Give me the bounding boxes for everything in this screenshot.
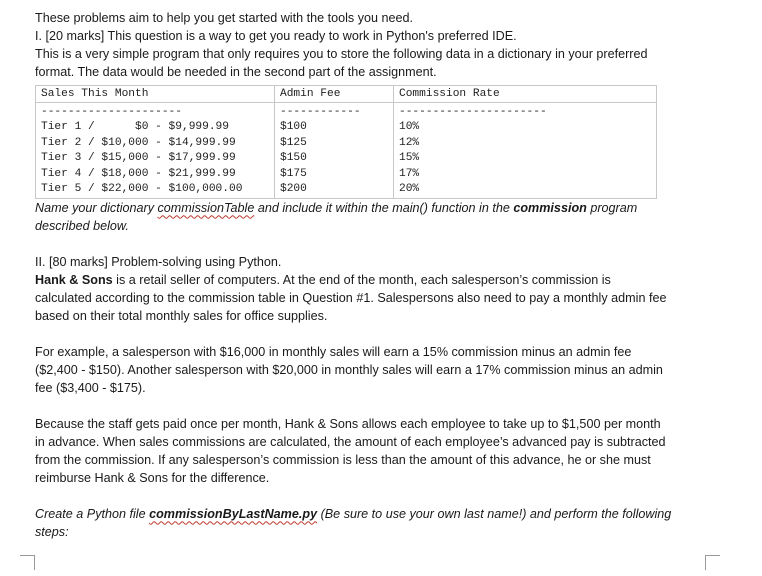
paragraph-2-line-2: ($2,400 - $150). Another salesperson with $20,000 in monthly sales will earn a 17% commission minus an admin [35,363,663,378]
paragraph-1-line-3: based on their total monthly sales for office supplies. [35,309,328,324]
page-corner-mark-left [20,555,35,570]
file-name: commissionByLastName.py [149,507,318,522]
paragraph-2-line-3: fee ($3,400 - $175). [35,381,146,396]
text-run: and include it within the main() function in the [254,201,514,216]
paragraph-4-line-1 [35,505,725,523]
tier-fee: $150 [280,152,307,165]
tier-fee: $175 [280,167,307,180]
header-admin-fee: Admin Fee [275,86,394,103]
dictionary-instruction [35,199,725,217]
document-page [35,9,725,541]
tier-rate: 15% [399,152,420,165]
paragraph-3-line-1: Because the staff gets paid once per month, Hank & Sons allows each employee to take up to $1,500 per month [35,417,661,432]
page-corner-mark-right [705,555,720,570]
text-run: Create a Python file [35,507,150,522]
table-body-row [36,103,657,199]
separator: --------------------- [41,106,182,118]
question-1-heading: I. [20 marks] This question is a way to get you ready to work in Python's preferred IDE. [35,29,517,43]
paragraph-1-line-2: calculated according to the commission table in Question #1. Salespersons also need to pay a monthly admin fee [35,291,667,306]
intro-line-4: format. The data would be needed in the second part of the assignment. [35,65,437,79]
tier-rate: 17% [399,167,420,180]
dictionary-name: commissionTable [157,201,255,216]
tier-fee: $125 [280,136,307,149]
paragraph-2-line-1: For example, a salesperson with $16,000 in monthly sales will earn a 15% commission minus an admin fee [35,345,632,360]
admin-fee-column [275,103,394,199]
tier-rate: 12% [399,136,420,149]
sales-column [36,103,275,199]
paragraph-4-line-2: steps: [35,525,69,540]
dictionary-instruction-line-2: described below. [35,219,129,234]
tier-rate: 10% [399,121,420,134]
tier-sales: Tier 1 / $0 - $9,999.99 [41,121,229,134]
tier-fee: $100 [280,121,307,134]
text-run: program [586,201,638,216]
text-run: is a retail seller of computers. At the end of the month, each salesperson’s commission is [112,273,611,288]
text-run: Name your dictionary [35,201,158,216]
paragraph-3-line-4: reimburse Hank & Sons for the difference. [35,471,270,486]
header-sales: Sales This Month [36,86,275,103]
commission-rate-column [394,103,657,199]
tier-rate: 20% [399,183,420,196]
paragraph-3-line-2: in advance. When sales commissions are calculated, the amount of each employee’s advanced pay is subtracted [35,435,666,450]
program-name: commission [513,201,587,216]
commission-table [35,85,657,199]
tier-sales: Tier 5 / $22,000 - $100,000.00 [41,183,243,196]
separator: ------------ [280,106,361,118]
company-name: Hank & Sons [35,273,113,288]
text-run: (Be sure to use your own last name!) and perform the following [317,507,672,522]
header-commission-rate: Commission Rate [394,86,657,103]
tier-sales: Tier 3 / $15,000 - $17,999.99 [41,152,236,165]
intro-line-1: These problems aim to help you get started with the tools you need. [35,11,414,25]
paragraph-1-line-1 [35,271,725,289]
intro-line-3: This is a very simple program that only requires you to store the following data in a dictionary in your preferred [35,47,648,61]
separator: ---------------------- [399,106,547,118]
question-2-heading: II. [80 marks] Problem-solving using Python. [35,255,282,270]
table-header-row [36,86,657,103]
tier-sales: Tier 2 / $10,000 - $14,999.99 [41,136,236,149]
tier-fee: $200 [280,183,307,196]
tier-sales: Tier 4 / $18,000 - $21,999.99 [41,167,236,180]
paragraph-3-line-3: from the commission. If any salesperson’s commission is less than the amount of this advance, he or she must [35,453,651,468]
